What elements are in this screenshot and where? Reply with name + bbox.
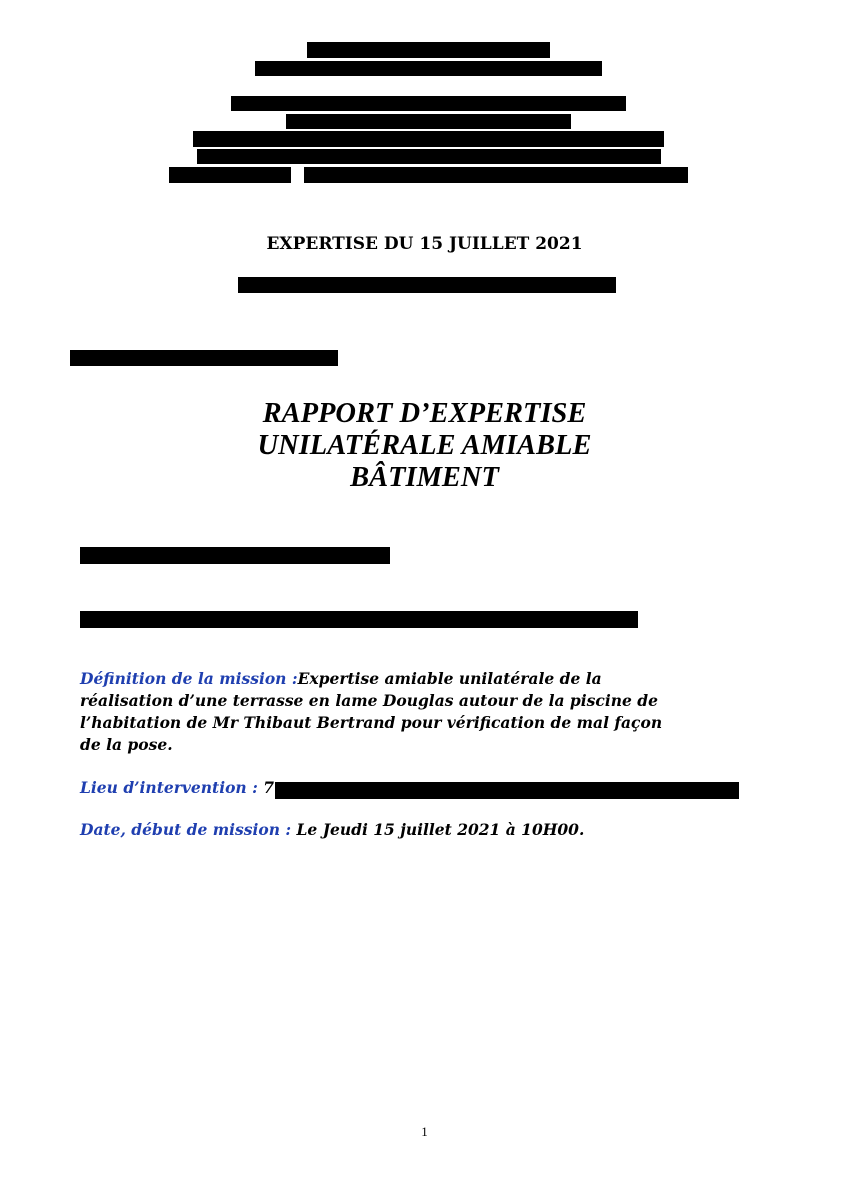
mission-definition-label: Définition de la mission : [80, 669, 298, 688]
mission-definition-text-1: Expertise amiable unilatérale de la [297, 669, 602, 688]
redacted-subheading [238, 277, 616, 293]
mission-definition-text-4: de la pose. [80, 735, 173, 754]
report-title-line-1: RAPPORT D’EXPERTISE [262, 398, 587, 429]
redacted-header-line-2 [255, 61, 602, 76]
expertise-date-heading: EXPERTISE DU 15 JUILLET 2021 [266, 234, 583, 254]
redacted-header-line-1 [307, 42, 550, 58]
redacted-address-line [80, 611, 638, 628]
mission-date-label: Date, début de mission : [80, 820, 292, 839]
report-title-line-3: BÂTIMENT [350, 462, 499, 493]
redacted-header-line-4 [286, 114, 571, 129]
mission-definition-first-line [80, 668, 700, 690]
page-number: 1 [421, 1124, 428, 1139]
redacted-header-line-3 [231, 96, 626, 111]
redacted-header-line-6 [197, 149, 661, 164]
redacted-client-line [80, 547, 390, 564]
redacted-header-line-7a [169, 167, 291, 183]
redacted-header-line-7b [304, 167, 688, 183]
intervention-place-value: 7 [263, 778, 275, 797]
redacted-reference [70, 350, 338, 366]
redacted-header-line-5 [193, 131, 664, 147]
report-title-line-2: UNILATÉRALE AMIABLE [257, 430, 592, 461]
mission-definition-text-2: réalisation d’une terrasse en lame Douglas autour de la piscine de [80, 691, 658, 710]
mission-date [80, 819, 584, 841]
redacted-intervention-address [275, 782, 739, 799]
report-title [0, 398, 849, 494]
intervention-place [80, 777, 274, 799]
mission-date-value: Le Jeudi 15 juillet 2021 à 10H00. [296, 820, 585, 839]
mission-definition-text-3: l’habitation de Mr Thibaut Bertrand pour vérification de mal façon [80, 713, 663, 732]
mission-definition [80, 668, 700, 756]
intervention-place-label: Lieu d’intervention : [80, 778, 258, 797]
